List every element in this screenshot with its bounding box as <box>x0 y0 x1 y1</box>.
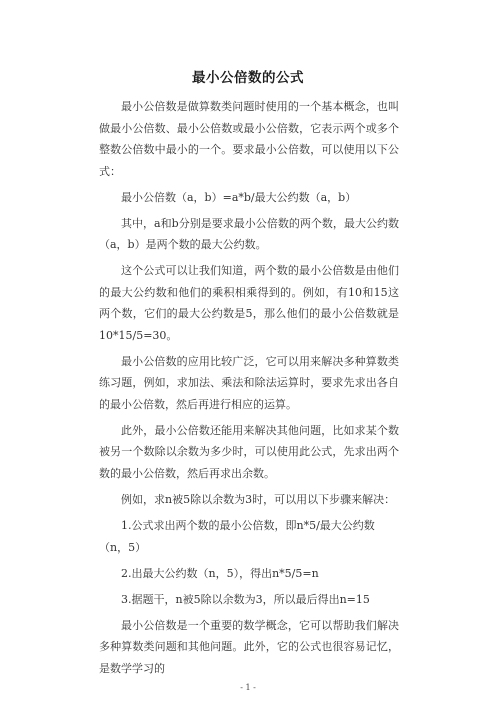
paragraph-applications: 最小公倍数的应用比较广泛，它可以用来解决多种算数类练习题，例如，求加法、乘法和除法运算时，要求先求出各自的最小公倍数，然后再进行相应的运算。 <box>99 354 399 411</box>
paragraph-step-2: 2.出最大公约数（n，5），得出n*5/5=n <box>121 566 319 580</box>
paragraph-formula: 最小公倍数（a，b）=a*b/最大公约数（a，b） <box>121 190 357 204</box>
paragraph-step-3: 3.据题干，n被5除以余数为3，所以最后得出n=15 <box>121 592 370 606</box>
paragraph-example: 例如，求n被5除以余数为3时，可以用以下步骤来解决： <box>121 493 396 507</box>
paragraph-conclusion: 最小公倍数是一个重要的数学概念，它可以帮助我们解决多种算数类问题和其他问题。此外，它的公式也很容易记忆，是数学学习的 <box>99 618 399 675</box>
page-number: - 1 - <box>240 683 256 692</box>
paragraph-step-1: 1.公式求出两个数的最小公倍数，即n*5/最大公约数（n，5） <box>99 519 375 554</box>
paragraph-variables: 其中，a和b分别是要求最小公倍数的两个数，最大公约数（a，b）是两个数的最大公约数。 <box>99 216 399 252</box>
paragraph-intro: 最小公倍数是做算数类问题时使用的一个基本概念，也叫做最小公倍数、最小公倍数或最小公倍数，它表示两个或多个整数公倍数中最小的一个。要求最小公倍数，可以使用以下公式： <box>99 100 399 178</box>
paragraph-other-uses: 此外，最小公倍数还能用来解决其他问题，比如求某个数被另一个数除以余数为多少时，可以使用此公式，先求出两个数的最小公倍数，然后再求出余数。 <box>99 423 399 480</box>
document-title: 最小公倍数的公式 <box>192 70 304 86</box>
document-body <box>99 96 399 684</box>
paragraph-explanation: 这个公式可以让我们知道，两个数的最小公倍数是由他们的最大公约数和他们的乘积相乘得到的。例如，有10和15这两个数，它们的最大公约数是5，那么他们的最小公倍数就是10*15/5=30。 <box>99 264 399 342</box>
